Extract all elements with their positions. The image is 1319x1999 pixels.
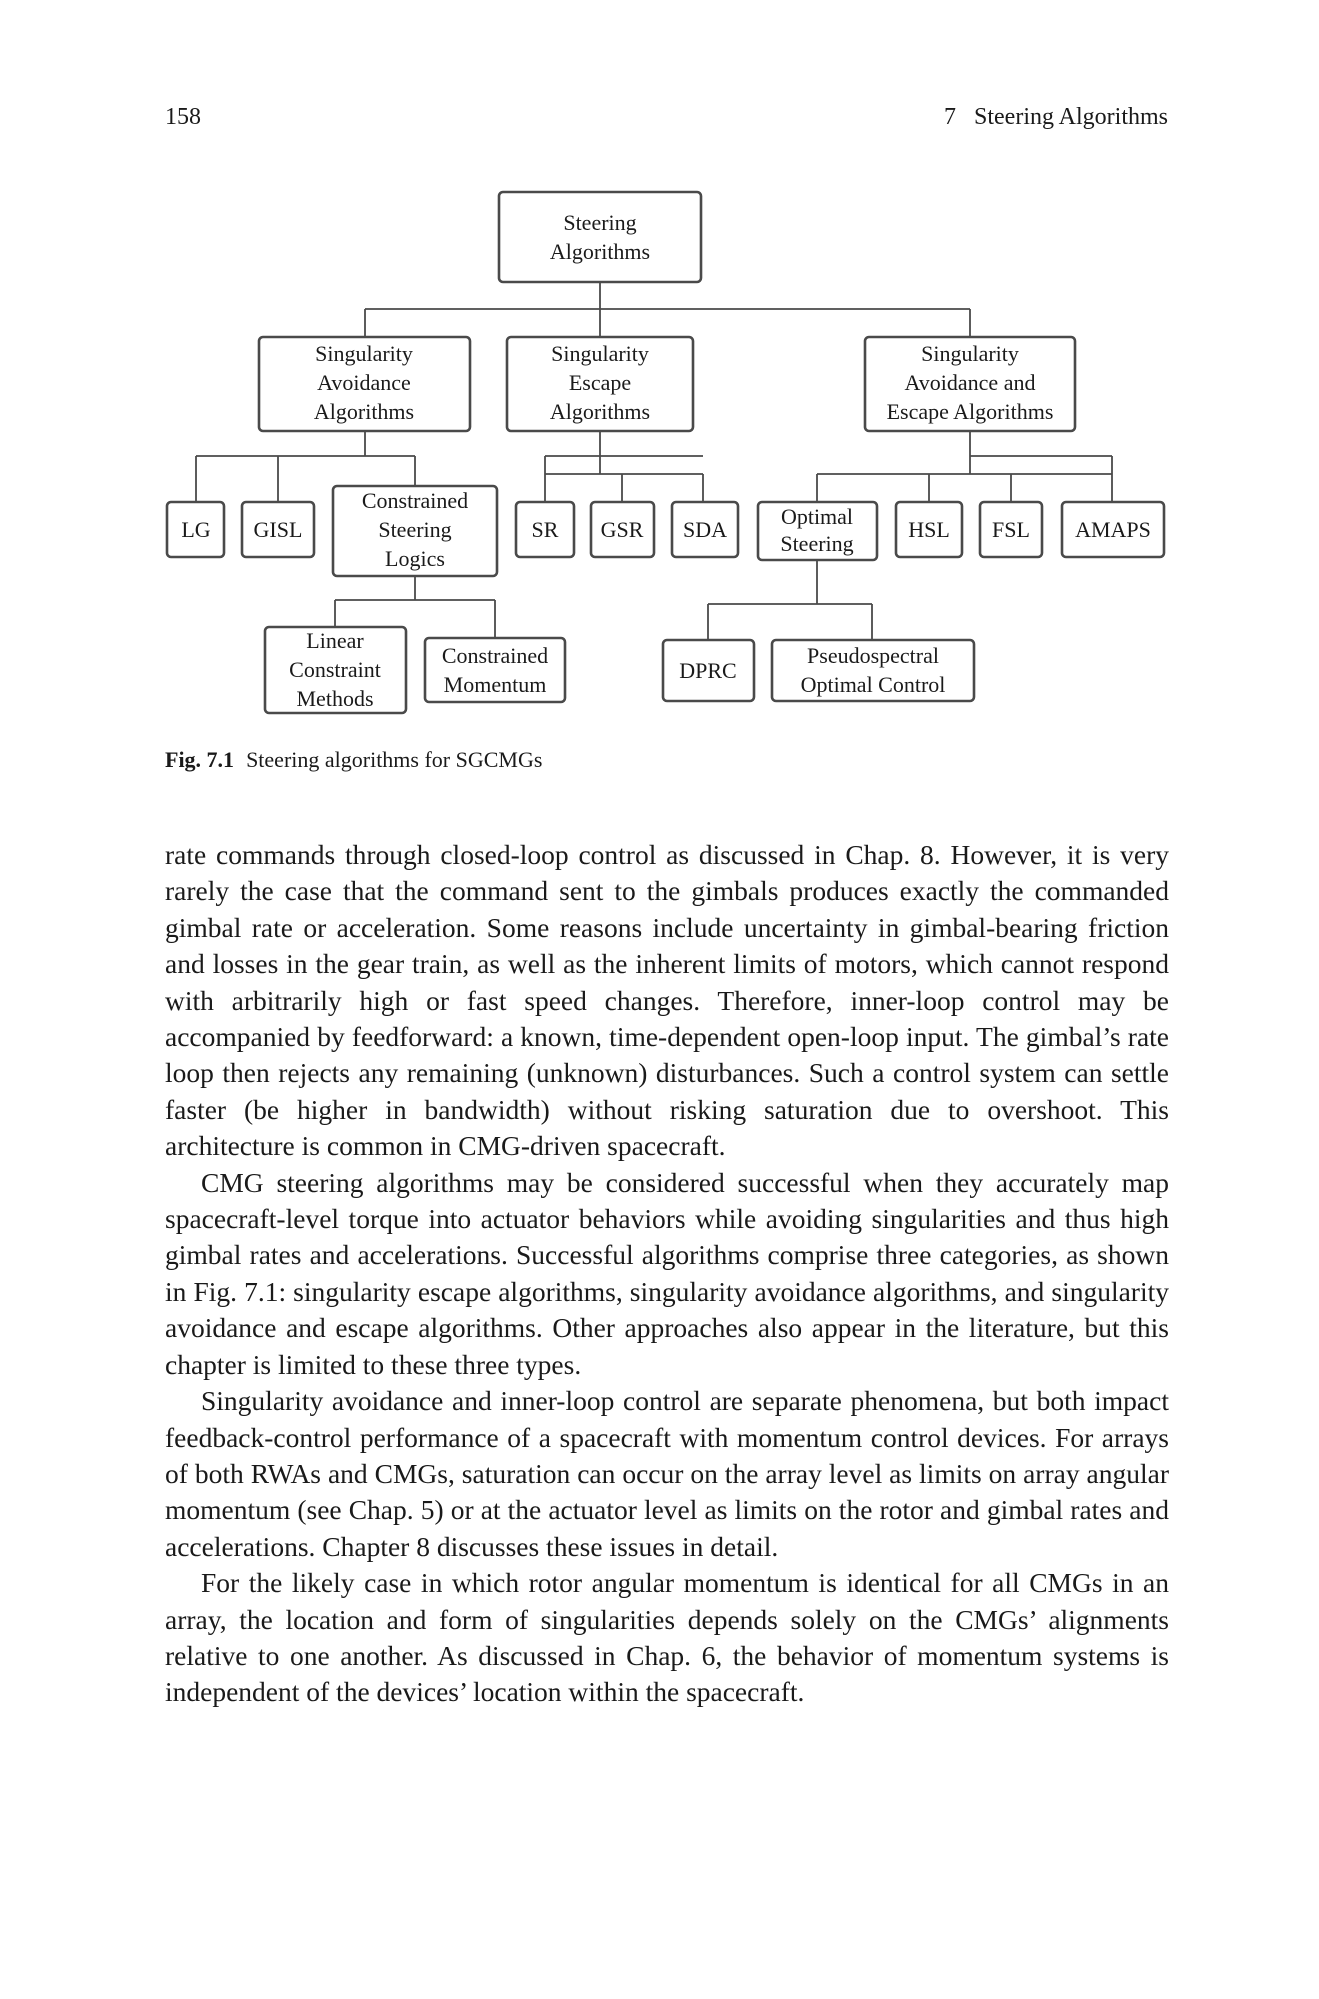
running-title: 7 Steering Algorithms: [944, 104, 1168, 130]
node-label: Constraint: [289, 657, 381, 682]
node-steering-algorithms: [499, 192, 701, 282]
node-label: Avoidance: [317, 370, 411, 395]
node-constrained-momentum: [425, 638, 565, 702]
paragraph: Singularity avoidance and inner-loop control are separate phenomena, but both impact feedback-control performance of a spacecraft with momentum control devices. For arrays of both RWAs and CMGs, saturation can occur on the array level as limits on array angular momentum (see Chap. 5) or at the actuator level as limits on the rotor and gimbal rates and accelerations. Chapter 8 discusses these issues in detail.: [165, 1385, 1169, 1562]
node-sda: [672, 502, 738, 557]
paragraph: CMG steering algorithms may be considered successful when they accurately map spacecraft-level torque into actuator behaviors while avoiding singularities and thus high gimbal rates and accelerations. Successful algorithms comprise three categories, as shown in Fig. 7.1: singularity escape algorithms, singularity avoidance algorithms, and singularity avoidance and escape algorithms. Other approaches also appear in the literature, but this chapter is limited to these three types.: [165, 1166, 1169, 1380]
node-amaps: [1062, 502, 1164, 557]
node-label: FSL: [992, 517, 1030, 542]
body-text: [165, 837, 1169, 1711]
node-label: Optimal Control: [800, 672, 946, 697]
node-label: Algorithms: [549, 239, 651, 264]
node-label: LG: [181, 517, 211, 542]
steering-algorithms-diagram: [0, 0, 1319, 740]
node-label: Escape: [568, 370, 632, 395]
node-label: Algorithms: [549, 399, 651, 424]
node-dprc: [663, 640, 754, 701]
paragraph: For the likely case in which rotor angular momentum is identical for all CMGs in an array, the location and form of singularities depends solely on the CMGs’ alignments relative to one another. As discussed in Chap. 6, the behavior of momentum systems is independent of the devices’ location within the spacecraft.: [165, 1567, 1169, 1708]
node-label: Constrained: [361, 488, 469, 513]
node-gsr: [591, 502, 654, 557]
node-label: Algorithms: [313, 399, 415, 424]
node-label: AMAPS: [1075, 517, 1151, 542]
node-label: Singularity: [551, 341, 649, 366]
node-label: Constrained: [441, 643, 549, 668]
page-number: 158: [165, 104, 201, 130]
node-linear-constraint-methods: [265, 627, 406, 713]
node-label: SDA: [682, 517, 728, 542]
node-label: Logics: [385, 546, 445, 571]
figure-caption: [165, 747, 542, 773]
paragraph: rate commands through closed-loop control as discussed in Chap. 8. However, it is very rarely the case that the command sent to the gimbals produces exactly the commanded gimbal rate or acceleration. Some reasons include uncertainty in gimbal-bearing friction and losses in the gear train, as well as the inherent limits of motors, which cannot respond with arbitrarily high or fast speed changes. Therefore, inner-loop control may be accompanied by feedforward: a known, time-dependent open-loop input. The gimbal’s rate loop then rejects any remaining (unknown) disturbances. Such a control system can settle faster (be higher in bandwidth) without risking saturation due to overshoot. This architecture is common in CMG-driven spacecraft.: [165, 839, 1169, 1162]
node-sr: [516, 502, 574, 557]
node-singularity-escape: [507, 337, 693, 431]
figure-caption-text: Steering algorithms for SGCMGs: [246, 747, 543, 772]
node-pseudospectral-optimal-control: [772, 640, 974, 701]
figure-label: Fig. 7.1: [165, 747, 235, 772]
node-label: HSL: [908, 517, 950, 542]
node-label: GISL: [253, 517, 303, 542]
node-label: DPRC: [679, 658, 737, 683]
node-singularity-avoidance: [259, 337, 470, 431]
node-singularity-avoidance-and-escape: [865, 337, 1075, 431]
node-label: Steering: [780, 531, 854, 556]
node-label: Steering: [378, 517, 452, 542]
node-label: Linear: [306, 628, 364, 653]
node-hsl: [896, 502, 962, 557]
node-label: Escape Algorithms: [886, 399, 1054, 424]
node-label: Methods: [296, 686, 374, 711]
node-lg: [167, 502, 224, 557]
node-label: Singularity: [315, 341, 413, 366]
node-optimal-steering: [758, 502, 877, 560]
node-label: Singularity: [921, 341, 1019, 366]
node-gisl: [242, 502, 314, 557]
node-label: GSR: [600, 517, 644, 542]
node-label: Optimal: [780, 504, 854, 529]
node-fsl: [980, 502, 1042, 557]
node-label: Pseudospectral: [807, 643, 939, 668]
node-label: Avoidance and: [904, 370, 1036, 395]
node-label: SR: [531, 517, 559, 542]
node-constrained-steering-logics: [333, 486, 497, 576]
node-label: Steering: [563, 210, 637, 235]
node-label: Momentum: [443, 672, 547, 697]
